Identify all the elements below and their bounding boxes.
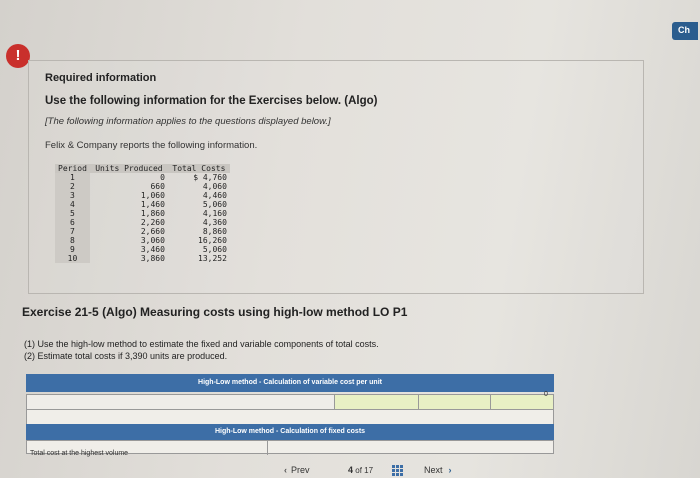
cost-cell: 5,060 (202, 245, 227, 254)
period-cell: 4 (55, 200, 90, 209)
units-cell: 2,660 (140, 227, 165, 236)
cost-cell: 13,252 (198, 254, 227, 263)
alert-icon: ! (6, 44, 30, 68)
calculation-area (26, 374, 554, 478)
instruction-2: (2) Estimate total costs if 3,390 units are produced. (24, 351, 228, 361)
units-cell: 3,860 (140, 254, 165, 263)
chapter-tab[interactable]: Ch (672, 22, 698, 40)
total-cost-label: Total cost at the highest volume (30, 450, 129, 457)
variable-cost-header: High-Low method - Calculation of variable cost per unit (26, 374, 554, 392)
table-row (55, 191, 230, 200)
cost-cell: 4,360 (202, 218, 227, 227)
prev-label: Prev (291, 465, 310, 475)
variable-cost-row (26, 394, 554, 410)
table-row (55, 236, 230, 245)
period-cell: 2 (55, 182, 90, 191)
cost-cell: 16,260 (198, 236, 227, 245)
table-row (55, 245, 230, 254)
table-row (55, 227, 230, 236)
next-label: Next (424, 465, 443, 475)
cost-cell: 4,160 (202, 209, 227, 218)
required-info-title: Required information (45, 72, 157, 84)
period-cell: 9 (55, 245, 90, 254)
units-cell: 1,460 (140, 200, 165, 209)
cost-data-table (55, 164, 230, 263)
period-cell: 7 (55, 227, 90, 236)
table-row (55, 173, 230, 182)
units-cell: 660 (150, 182, 165, 191)
chevron-right-icon: › (448, 465, 452, 475)
units-cell: 1,060 (140, 191, 165, 200)
use-info-heading: Use the following information for the Exercises below. (Algo) (45, 95, 378, 107)
period-cell: 5 (55, 209, 90, 218)
period-cell: 6 (55, 218, 90, 227)
cost-cell: 4,060 (202, 182, 227, 191)
variable-cost-result: 0 (544, 391, 548, 398)
table-row (55, 209, 230, 218)
current-page: 4 (348, 465, 354, 475)
variable-cost-input-2[interactable] (419, 395, 491, 409)
variable-cost-input-1[interactable] (335, 395, 419, 409)
next-button[interactable] (424, 465, 452, 475)
cost-cell: $ 4,760 (193, 173, 227, 182)
variable-cost-label-input[interactable] (27, 395, 335, 409)
period-cell: 10 (55, 254, 90, 263)
cost-cell: 4,460 (202, 191, 227, 200)
chevron-left-icon: ‹ (284, 465, 287, 475)
applies-note: [The following information applies to the questions displayed below.] (45, 116, 331, 127)
cost-cell: 5,060 (202, 200, 227, 209)
units-cell: 1,860 (140, 209, 165, 218)
table-header-units: Units Produced (90, 164, 168, 173)
table-header-period: Period (55, 164, 90, 173)
page-indicator (348, 465, 373, 475)
units-cell: 3,060 (140, 236, 165, 245)
table-row (55, 200, 230, 209)
table-row (55, 254, 230, 263)
units-cell: 2,260 (140, 218, 165, 227)
table-row (55, 182, 230, 191)
company-intro: Felix & Company reports the following information. (45, 140, 258, 151)
table-header-costs: Total Costs (168, 164, 230, 173)
fixed-cost-divider (267, 441, 268, 455)
instruction-1: (1) Use the high-low method to estimate the fixed and variable components of total costs. (24, 339, 379, 349)
page-of: of (355, 466, 362, 475)
period-cell: 3 (55, 191, 90, 200)
table-row (55, 218, 230, 227)
units-cell: 3,460 (140, 245, 165, 254)
period-cell: 8 (55, 236, 90, 245)
fixed-cost-header: High-Low method - Calculation of fixed costs (26, 424, 554, 440)
period-cell: 1 (55, 173, 90, 182)
exercise-title: Exercise 21-5 (Algo) Measuring costs using high-low method LO P1 (22, 305, 408, 319)
grid-icon[interactable] (392, 465, 404, 476)
prev-button[interactable] (284, 465, 310, 475)
units-cell: 0 (160, 173, 165, 182)
cost-cell: 8,860 (202, 227, 227, 236)
total-pages: 17 (364, 466, 374, 475)
